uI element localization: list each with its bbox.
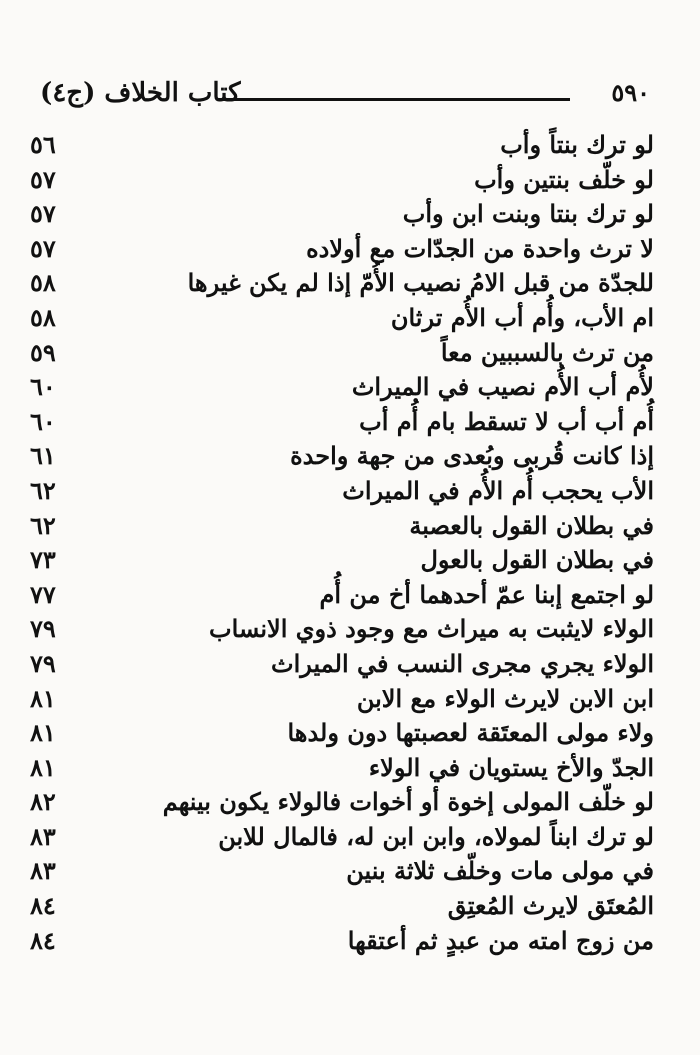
- entry-text: في بطلان القول بالعصبة: [409, 510, 654, 540]
- running-header: [40, 78, 650, 118]
- entry-page-number: ٨٢: [30, 787, 56, 817]
- entry-text: أُم أب أب لا تسقط بام أُم أب: [359, 406, 654, 436]
- entry-text: لو خلّف بنتين وأب: [474, 164, 654, 194]
- index-entry: [30, 822, 654, 857]
- index-entry: [30, 649, 654, 684]
- entry-page-number: ٧٣: [30, 545, 56, 575]
- index-entry: [30, 580, 654, 615]
- index-entry: [30, 130, 654, 165]
- index-entry: [30, 891, 654, 926]
- entry-page-number: ٥٨: [30, 268, 56, 298]
- index-entry: [30, 234, 654, 269]
- entry-text: من زوج امته من عبدٍ ثم أعتقها: [347, 925, 654, 955]
- entry-text: ابن الابن لايرث الولاء مع الابن: [356, 683, 654, 713]
- entry-text: لأُم أب الأُم نصيب في الميراث: [351, 372, 654, 402]
- entry-text: في بطلان القول بالعول: [420, 545, 654, 575]
- entry-page-number: ٥٨: [30, 302, 56, 332]
- entry-text: الولاء لايثبت به ميراث مع وجود ذوي الانساب: [209, 614, 654, 644]
- entry-page-number: ٨١: [30, 718, 56, 748]
- entry-page-number: ٥٧: [30, 164, 56, 194]
- index-entry: [30, 926, 654, 961]
- index-entry: [30, 856, 654, 891]
- entry-text: لو ترك بنتاً وأب: [500, 130, 654, 159]
- entry-text: المُعتَق لايرث المُعتِق: [447, 891, 654, 921]
- entry-text: في مولى مات وخلّف ثلاثة بنين: [346, 856, 654, 886]
- index-entry: [30, 441, 654, 476]
- entry-text: من ترث بالسببين معاً: [440, 337, 654, 367]
- entry-text: ولاء مولى المعتَقة لعصبتها دون ولدها: [287, 718, 654, 748]
- entry-page-number: ٥٩: [30, 337, 56, 367]
- entry-text: لو ترك بنتا وبنت ابن وأب: [402, 199, 654, 229]
- entry-text: الولاء يجري مجرى النسب في الميراث: [271, 648, 654, 678]
- entry-text: للجدّة من قبل الامُ نصيب الأُمّ إذا لم يكن غيرها: [187, 268, 654, 298]
- index-entry: [30, 268, 654, 303]
- index-entry: [30, 303, 654, 338]
- page-number: ٥٩٠: [611, 78, 650, 107]
- index-entry: [30, 753, 654, 788]
- entry-text: لو ترك ابناً لمولاه، وابن ابن له، فالمال للابن: [218, 821, 654, 851]
- entry-page-number: ٨٤: [30, 891, 56, 921]
- entry-page-number: ٧٧: [30, 579, 56, 609]
- index-entry: [30, 407, 654, 442]
- entry-text: ام الأب، وأُم أب الأُم ترثان: [390, 302, 654, 332]
- entry-page-number: ٥٦: [30, 130, 56, 159]
- entry-text: إذا كانت قُربى وبُعدى من جهة واحدة: [290, 441, 654, 471]
- entry-text: الجدّ والأخ يستويان في الولاء: [368, 752, 654, 782]
- index-entry: [30, 165, 654, 200]
- header-rule: [218, 98, 570, 101]
- index-list: [30, 130, 654, 960]
- index-entry: [30, 476, 654, 511]
- entry-text: لا ترث واحدة من الجدّات مع أولاده: [306, 233, 654, 263]
- entry-page-number: ٥٧: [30, 233, 56, 263]
- index-entry: [30, 545, 654, 580]
- entry-page-number: ٨١: [30, 683, 56, 713]
- entry-page-number: ٦١: [30, 441, 56, 471]
- entry-text: الأب يحجب أُم الأُم في الميراث: [342, 475, 654, 505]
- index-entry: [30, 614, 654, 649]
- entry-page-number: ٨٤: [30, 925, 56, 955]
- entry-text: لو خلّف المولى إخوة أو أخوات فالولاء يكون بينهم: [162, 787, 654, 817]
- index-entry: [30, 199, 654, 234]
- entry-page-number: ٨٣: [30, 856, 56, 886]
- entry-page-number: ٦٢: [30, 475, 56, 505]
- index-entry: [30, 684, 654, 719]
- book-title: كتاب الخلاف (ج٤): [40, 78, 241, 108]
- index-entry: [30, 787, 654, 822]
- entry-page-number: ٦٠: [30, 406, 56, 436]
- entry-page-number: ٦٠: [30, 372, 56, 402]
- entry-page-number: ٦٢: [30, 510, 56, 540]
- entry-page-number: ٨٣: [30, 821, 56, 851]
- index-entry: [30, 338, 654, 373]
- index-entry: [30, 718, 654, 753]
- entry-page-number: ٨١: [30, 752, 56, 782]
- entry-page-number: ٧٩: [30, 648, 56, 678]
- entry-page-number: ٧٩: [30, 614, 56, 644]
- entry-text: لو اجتمع إبنا عمّ أحدهما أخ من أُم: [319, 579, 654, 609]
- index-entry: [30, 511, 654, 546]
- entry-page-number: ٥٧: [30, 199, 56, 229]
- index-entry: [30, 372, 654, 407]
